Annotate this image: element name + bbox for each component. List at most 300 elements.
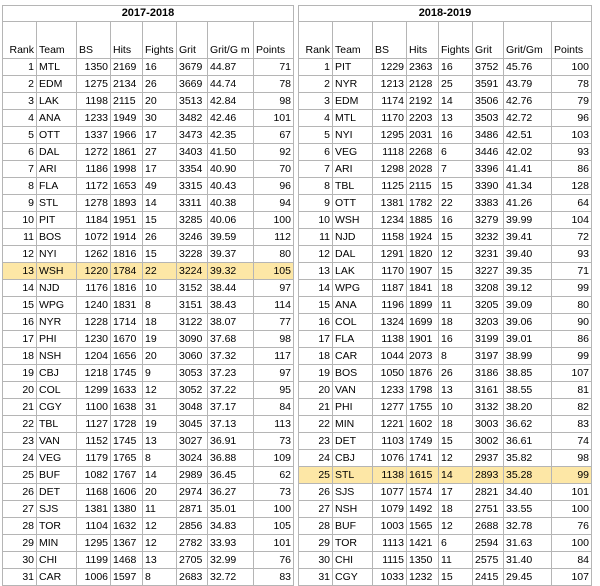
rank-cell: 28 <box>3 518 37 535</box>
grit-per-game-cell: 39.37 <box>208 246 254 263</box>
grit-per-game-cell: 32.72 <box>208 569 254 586</box>
grit-cell: 3285 <box>177 212 208 229</box>
fights-cell: 20 <box>143 93 177 110</box>
table-row <box>299 246 592 263</box>
grit-per-game-cell: 40.43 <box>208 178 254 195</box>
grit-cell: 2893 <box>473 467 504 484</box>
bs-cell: 1072 <box>77 229 111 246</box>
grit-cell: 2415 <box>473 569 504 586</box>
team-cell: LAK <box>333 263 373 280</box>
team-cell: VEG <box>333 144 373 161</box>
team-cell: CHI <box>37 552 77 569</box>
grit-per-game-cell: 38.07 <box>208 314 254 331</box>
grit-cell: 3090 <box>177 331 208 348</box>
rank-cell: 6 <box>3 144 37 161</box>
col-header-points: Points <box>552 22 592 59</box>
grit-per-game-cell: 39.59 <box>208 229 254 246</box>
points-cell: 101 <box>552 484 592 501</box>
grit-per-game-cell: 41.41 <box>504 161 552 178</box>
team-cell: NSH <box>37 348 77 365</box>
fights-cell: 12 <box>439 518 473 535</box>
bs-cell: 1229 <box>373 59 407 76</box>
table-row <box>299 348 592 365</box>
rank-cell: 14 <box>3 280 37 297</box>
team-cell: TOR <box>333 535 373 552</box>
rank-cell: 1 <box>3 59 37 76</box>
grit-cell: 3473 <box>177 127 208 144</box>
fights-cell: 18 <box>439 280 473 297</box>
grit-cell: 3027 <box>177 433 208 450</box>
hits-cell: 1765 <box>111 450 143 467</box>
season-title: 2018-2019 <box>299 6 592 22</box>
col-header-points: Points <box>254 22 294 59</box>
hits-cell: 2028 <box>407 161 439 178</box>
hits-cell: 1633 <box>111 382 143 399</box>
fights-cell: 16 <box>439 59 473 76</box>
bs-cell: 1179 <box>77 450 111 467</box>
rank-cell: 25 <box>299 467 333 484</box>
hits-cell: 1653 <box>111 178 143 195</box>
bs-cell: 1299 <box>77 382 111 399</box>
grit-cell: 3186 <box>473 365 504 382</box>
grit-cell: 3383 <box>473 195 504 212</box>
grit-per-game-cell: 39.12 <box>504 280 552 297</box>
fights-cell: 26 <box>143 229 177 246</box>
fights-cell: 12 <box>439 450 473 467</box>
table-row <box>3 416 294 433</box>
table-row <box>299 433 592 450</box>
table-row <box>299 314 592 331</box>
grit-per-game-cell: 37.23 <box>208 365 254 382</box>
rank-cell: 10 <box>299 212 333 229</box>
rank-cell: 22 <box>3 416 37 433</box>
hits-cell: 1907 <box>407 263 439 280</box>
grit-per-game-cell: 41.50 <box>208 144 254 161</box>
rank-cell: 12 <box>299 246 333 263</box>
hits-cell: 1468 <box>111 552 143 569</box>
grit-cell: 3503 <box>473 110 504 127</box>
bs-cell: 1277 <box>373 399 407 416</box>
bs-cell: 1186 <box>77 161 111 178</box>
grit-cell: 3199 <box>473 331 504 348</box>
fights-cell: 17 <box>143 161 177 178</box>
bs-cell: 1138 <box>373 467 407 484</box>
bs-cell: 1115 <box>373 552 407 569</box>
season-table-2017-2018 <box>2 5 294 586</box>
hits-cell: 1615 <box>407 467 439 484</box>
fights-cell: 25 <box>439 76 473 93</box>
table-row <box>299 195 592 212</box>
grit-per-game-cell: 42.51 <box>504 127 552 144</box>
grit-cell: 3446 <box>473 144 504 161</box>
col-header-rank: Rank <box>3 22 37 59</box>
rank-cell: 2 <box>299 76 333 93</box>
grit-cell: 3231 <box>473 246 504 263</box>
grit-per-game-cell: 33.55 <box>504 501 552 518</box>
table-row <box>3 569 294 586</box>
hits-cell: 1841 <box>407 280 439 297</box>
grit-cell: 3591 <box>473 76 504 93</box>
grit-cell: 3513 <box>177 93 208 110</box>
fights-cell: 12 <box>143 518 177 535</box>
rank-cell: 16 <box>299 314 333 331</box>
points-cell: 107 <box>552 569 592 586</box>
rank-cell: 11 <box>3 229 37 246</box>
bs-cell: 1272 <box>77 144 111 161</box>
grit-per-game-cell: 31.63 <box>504 535 552 552</box>
fights-cell: 18 <box>439 416 473 433</box>
grit-cell: 3669 <box>177 76 208 93</box>
rank-cell: 21 <box>299 399 333 416</box>
hits-cell: 1749 <box>407 433 439 450</box>
col-header-team: Team <box>333 22 373 59</box>
hits-cell: 1632 <box>111 518 143 535</box>
bs-cell: 1168 <box>77 484 111 501</box>
bs-cell: 1350 <box>77 59 111 76</box>
rank-cell: 12 <box>3 246 37 263</box>
fights-cell: 26 <box>143 76 177 93</box>
hits-cell: 1901 <box>407 331 439 348</box>
hits-cell: 1421 <box>407 535 439 552</box>
grit-per-game-cell: 38.20 <box>504 399 552 416</box>
points-cell: 93 <box>552 144 592 161</box>
bs-cell: 1082 <box>77 467 111 484</box>
bs-cell: 1100 <box>77 399 111 416</box>
hits-cell: 1670 <box>111 331 143 348</box>
table-row <box>3 501 294 518</box>
fights-cell: 15 <box>439 433 473 450</box>
grit-cell: 2594 <box>473 535 504 552</box>
bs-cell: 1228 <box>77 314 111 331</box>
team-cell: WPG <box>333 280 373 297</box>
table-row <box>3 127 294 144</box>
hits-cell: 2363 <box>407 59 439 76</box>
rank-cell: 17 <box>299 331 333 348</box>
grit-cell: 2974 <box>177 484 208 501</box>
team-cell: COL <box>333 314 373 331</box>
table-row <box>299 484 592 501</box>
grit-cell: 3132 <box>473 399 504 416</box>
grit-per-game-cell: 42.84 <box>208 93 254 110</box>
bs-cell: 1187 <box>373 280 407 297</box>
hits-cell: 2192 <box>407 93 439 110</box>
bs-cell: 1170 <box>373 110 407 127</box>
fights-cell: 20 <box>143 484 177 501</box>
rank-cell: 20 <box>3 382 37 399</box>
points-cell: 73 <box>254 484 294 501</box>
col-header-grit: Grit <box>473 22 504 59</box>
points-cell: 103 <box>552 127 592 144</box>
hits-cell: 2203 <box>407 110 439 127</box>
points-cell: 76 <box>552 518 592 535</box>
grit-per-game-cell: 41.26 <box>504 195 552 212</box>
table-row <box>3 93 294 110</box>
bs-cell: 1172 <box>77 178 111 195</box>
team-cell: TBL <box>37 416 77 433</box>
team-cell: CBJ <box>333 450 373 467</box>
team-cell: MIN <box>333 416 373 433</box>
table-row <box>3 212 294 229</box>
hits-cell: 1656 <box>111 348 143 365</box>
grit-cell: 2683 <box>177 569 208 586</box>
grit-cell: 3246 <box>177 229 208 246</box>
grit-per-game-cell: 33.93 <box>208 535 254 552</box>
hits-cell: 1741 <box>407 450 439 467</box>
team-cell: NJD <box>37 280 77 297</box>
team-cell: OTT <box>37 127 77 144</box>
team-cell: WPG <box>37 297 77 314</box>
fights-cell: 15 <box>439 178 473 195</box>
rank-cell: 14 <box>299 280 333 297</box>
team-cell: SJS <box>37 501 77 518</box>
rank-cell: 5 <box>3 127 37 144</box>
hits-cell: 1745 <box>111 365 143 382</box>
table-row <box>3 399 294 416</box>
bs-cell: 1291 <box>373 246 407 263</box>
rank-cell: 22 <box>299 416 333 433</box>
rank-cell: 20 <box>299 382 333 399</box>
table-row <box>3 161 294 178</box>
fights-cell: 15 <box>439 229 473 246</box>
rank-cell: 16 <box>3 314 37 331</box>
col-header-bs: BS <box>373 22 407 59</box>
rank-cell: 18 <box>3 348 37 365</box>
hits-cell: 1574 <box>407 484 439 501</box>
points-cell: 83 <box>552 416 592 433</box>
team-cell: DET <box>333 433 373 450</box>
rank-cell: 26 <box>299 484 333 501</box>
table-row <box>3 263 294 280</box>
grit-cell: 3506 <box>473 93 504 110</box>
col-header-rank: Rank <box>299 22 333 59</box>
fights-cell: 49 <box>143 178 177 195</box>
rank-cell: 3 <box>299 93 333 110</box>
points-cell: 97 <box>254 280 294 297</box>
points-cell: 78 <box>254 76 294 93</box>
grit-per-game-cell: 37.13 <box>208 416 254 433</box>
grit-per-game-cell: 38.55 <box>504 382 552 399</box>
bs-cell: 1127 <box>77 416 111 433</box>
table-row <box>3 280 294 297</box>
grit-per-game-cell: 32.99 <box>208 552 254 569</box>
rank-cell: 18 <box>299 348 333 365</box>
fights-cell: 16 <box>143 59 177 76</box>
team-cell: FLA <box>333 331 373 348</box>
rank-cell: 23 <box>3 433 37 450</box>
col-header-hits: Hits <box>111 22 143 59</box>
grit-cell: 3048 <box>177 399 208 416</box>
fights-cell: 13 <box>439 110 473 127</box>
table-row <box>299 501 592 518</box>
bs-cell: 1213 <box>373 76 407 93</box>
bs-cell: 1230 <box>77 331 111 348</box>
team-cell: ANA <box>37 110 77 127</box>
team-cell: NYR <box>37 314 77 331</box>
rank-cell: 10 <box>3 212 37 229</box>
grit-cell: 3396 <box>473 161 504 178</box>
team-cell: COL <box>37 382 77 399</box>
team-cell: VEG <box>37 450 77 467</box>
hits-cell: 1367 <box>111 535 143 552</box>
table-row <box>299 518 592 535</box>
grit-cell: 3486 <box>473 127 504 144</box>
fights-cell: 6 <box>439 535 473 552</box>
hits-cell: 1998 <box>111 161 143 178</box>
team-cell: ANA <box>333 297 373 314</box>
grit-cell: 3052 <box>177 382 208 399</box>
hits-cell: 1820 <box>407 246 439 263</box>
bs-cell: 1113 <box>373 535 407 552</box>
fights-cell: 13 <box>439 382 473 399</box>
hits-cell: 2169 <box>111 59 143 76</box>
col-header-bs: BS <box>77 22 111 59</box>
grit-per-game-cell: 41.34 <box>504 178 552 195</box>
grit-per-game-cell: 44.87 <box>208 59 254 76</box>
rank-cell: 7 <box>299 161 333 178</box>
col-header-fights: Fights <box>143 22 177 59</box>
fights-cell: 15 <box>439 263 473 280</box>
team-cell: STL <box>37 195 77 212</box>
hits-cell: 1755 <box>407 399 439 416</box>
team-cell: NSH <box>333 501 373 518</box>
bs-cell: 1003 <box>373 518 407 535</box>
team-cell: ARI <box>37 161 77 178</box>
grit-cell: 2575 <box>473 552 504 569</box>
grit-cell: 3197 <box>473 348 504 365</box>
points-cell: 97 <box>254 365 294 382</box>
rank-cell: 19 <box>3 365 37 382</box>
rank-cell: 8 <box>299 178 333 195</box>
points-cell: 99 <box>552 280 592 297</box>
table-row <box>299 59 592 76</box>
grit-cell: 3390 <box>473 178 504 195</box>
table-row <box>299 416 592 433</box>
rank-cell: 30 <box>299 552 333 569</box>
points-cell: 101 <box>254 535 294 552</box>
grit-per-game-cell: 40.38 <box>208 195 254 212</box>
table-row <box>299 365 592 382</box>
table-row <box>299 161 592 178</box>
hits-cell: 1782 <box>407 195 439 212</box>
hits-cell: 2031 <box>407 127 439 144</box>
rank-cell: 28 <box>299 518 333 535</box>
hits-cell: 2115 <box>111 93 143 110</box>
points-cell: 100 <box>552 501 592 518</box>
team-cell: NJD <box>333 229 373 246</box>
team-cell: CGY <box>333 569 373 586</box>
hits-cell: 1492 <box>407 501 439 518</box>
points-cell: 114 <box>254 297 294 314</box>
grit-cell: 3354 <box>177 161 208 178</box>
grit-per-game-cell: 37.22 <box>208 382 254 399</box>
bs-cell: 1125 <box>373 178 407 195</box>
team-cell: TOR <box>37 518 77 535</box>
table-row <box>299 382 592 399</box>
bs-cell: 1050 <box>373 365 407 382</box>
points-cell: 109 <box>254 450 294 467</box>
table-row <box>299 280 592 297</box>
grit-cell: 2821 <box>473 484 504 501</box>
grit-per-game-cell: 39.09 <box>504 297 552 314</box>
grit-per-game-cell: 36.27 <box>208 484 254 501</box>
grit-cell: 3208 <box>473 280 504 297</box>
bs-cell: 1174 <box>373 93 407 110</box>
rank-cell: 26 <box>3 484 37 501</box>
rank-cell: 30 <box>3 552 37 569</box>
team-cell: VAN <box>333 382 373 399</box>
rank-cell: 21 <box>3 399 37 416</box>
hits-cell: 1728 <box>111 416 143 433</box>
grit-per-game-cell: 31.40 <box>504 552 552 569</box>
points-cell: 100 <box>254 212 294 229</box>
bs-cell: 1324 <box>373 314 407 331</box>
rank-cell: 2 <box>3 76 37 93</box>
fights-cell: 19 <box>143 331 177 348</box>
col-header-grit: Grit <box>177 22 208 59</box>
table-row <box>299 229 592 246</box>
bs-cell: 1199 <box>77 552 111 569</box>
rank-cell: 13 <box>299 263 333 280</box>
bs-cell: 1044 <box>373 348 407 365</box>
fights-cell: 26 <box>439 365 473 382</box>
team-cell: PIT <box>37 212 77 229</box>
hits-cell: 1350 <box>407 552 439 569</box>
rank-cell: 4 <box>3 110 37 127</box>
points-cell: 90 <box>552 314 592 331</box>
fights-cell: 31 <box>143 399 177 416</box>
rank-cell: 9 <box>3 195 37 212</box>
table-row <box>3 382 294 399</box>
points-cell: 78 <box>552 76 592 93</box>
grit-per-game-cell: 42.46 <box>208 110 254 127</box>
fights-cell: 11 <box>439 552 473 569</box>
fights-cell: 17 <box>439 484 473 501</box>
points-cell: 104 <box>552 212 592 229</box>
points-cell: 81 <box>552 382 592 399</box>
team-cell: OTT <box>333 195 373 212</box>
fights-cell: 18 <box>143 314 177 331</box>
bs-cell: 1079 <box>373 501 407 518</box>
points-cell: 84 <box>552 552 592 569</box>
fights-cell: 19 <box>143 416 177 433</box>
bs-cell: 1262 <box>77 246 111 263</box>
table-row <box>3 195 294 212</box>
points-cell: 117 <box>254 348 294 365</box>
points-cell: 74 <box>552 433 592 450</box>
grit-per-game-cell: 37.68 <box>208 331 254 348</box>
hits-cell: 1699 <box>407 314 439 331</box>
col-header-grit-per-game: Grit/Gm <box>504 22 552 59</box>
bs-cell: 1076 <box>373 450 407 467</box>
bs-cell: 1006 <box>77 569 111 586</box>
bs-cell: 1381 <box>373 195 407 212</box>
grit-cell: 2871 <box>177 501 208 518</box>
grit-per-game-cell: 38.85 <box>504 365 552 382</box>
hits-cell: 1602 <box>407 416 439 433</box>
team-cell: CHI <box>333 552 373 569</box>
hits-cell: 2115 <box>407 178 439 195</box>
grit-cell: 2705 <box>177 552 208 569</box>
grit-cell: 3279 <box>473 212 504 229</box>
points-cell: 92 <box>254 144 294 161</box>
table-row <box>3 297 294 314</box>
points-cell: 71 <box>552 263 592 280</box>
table-row <box>299 110 592 127</box>
grit-per-game-cell: 32.78 <box>504 518 552 535</box>
grit-per-game-cell: 35.28 <box>504 467 552 484</box>
bs-cell: 1198 <box>77 93 111 110</box>
grit-per-game-cell: 39.01 <box>504 331 552 348</box>
